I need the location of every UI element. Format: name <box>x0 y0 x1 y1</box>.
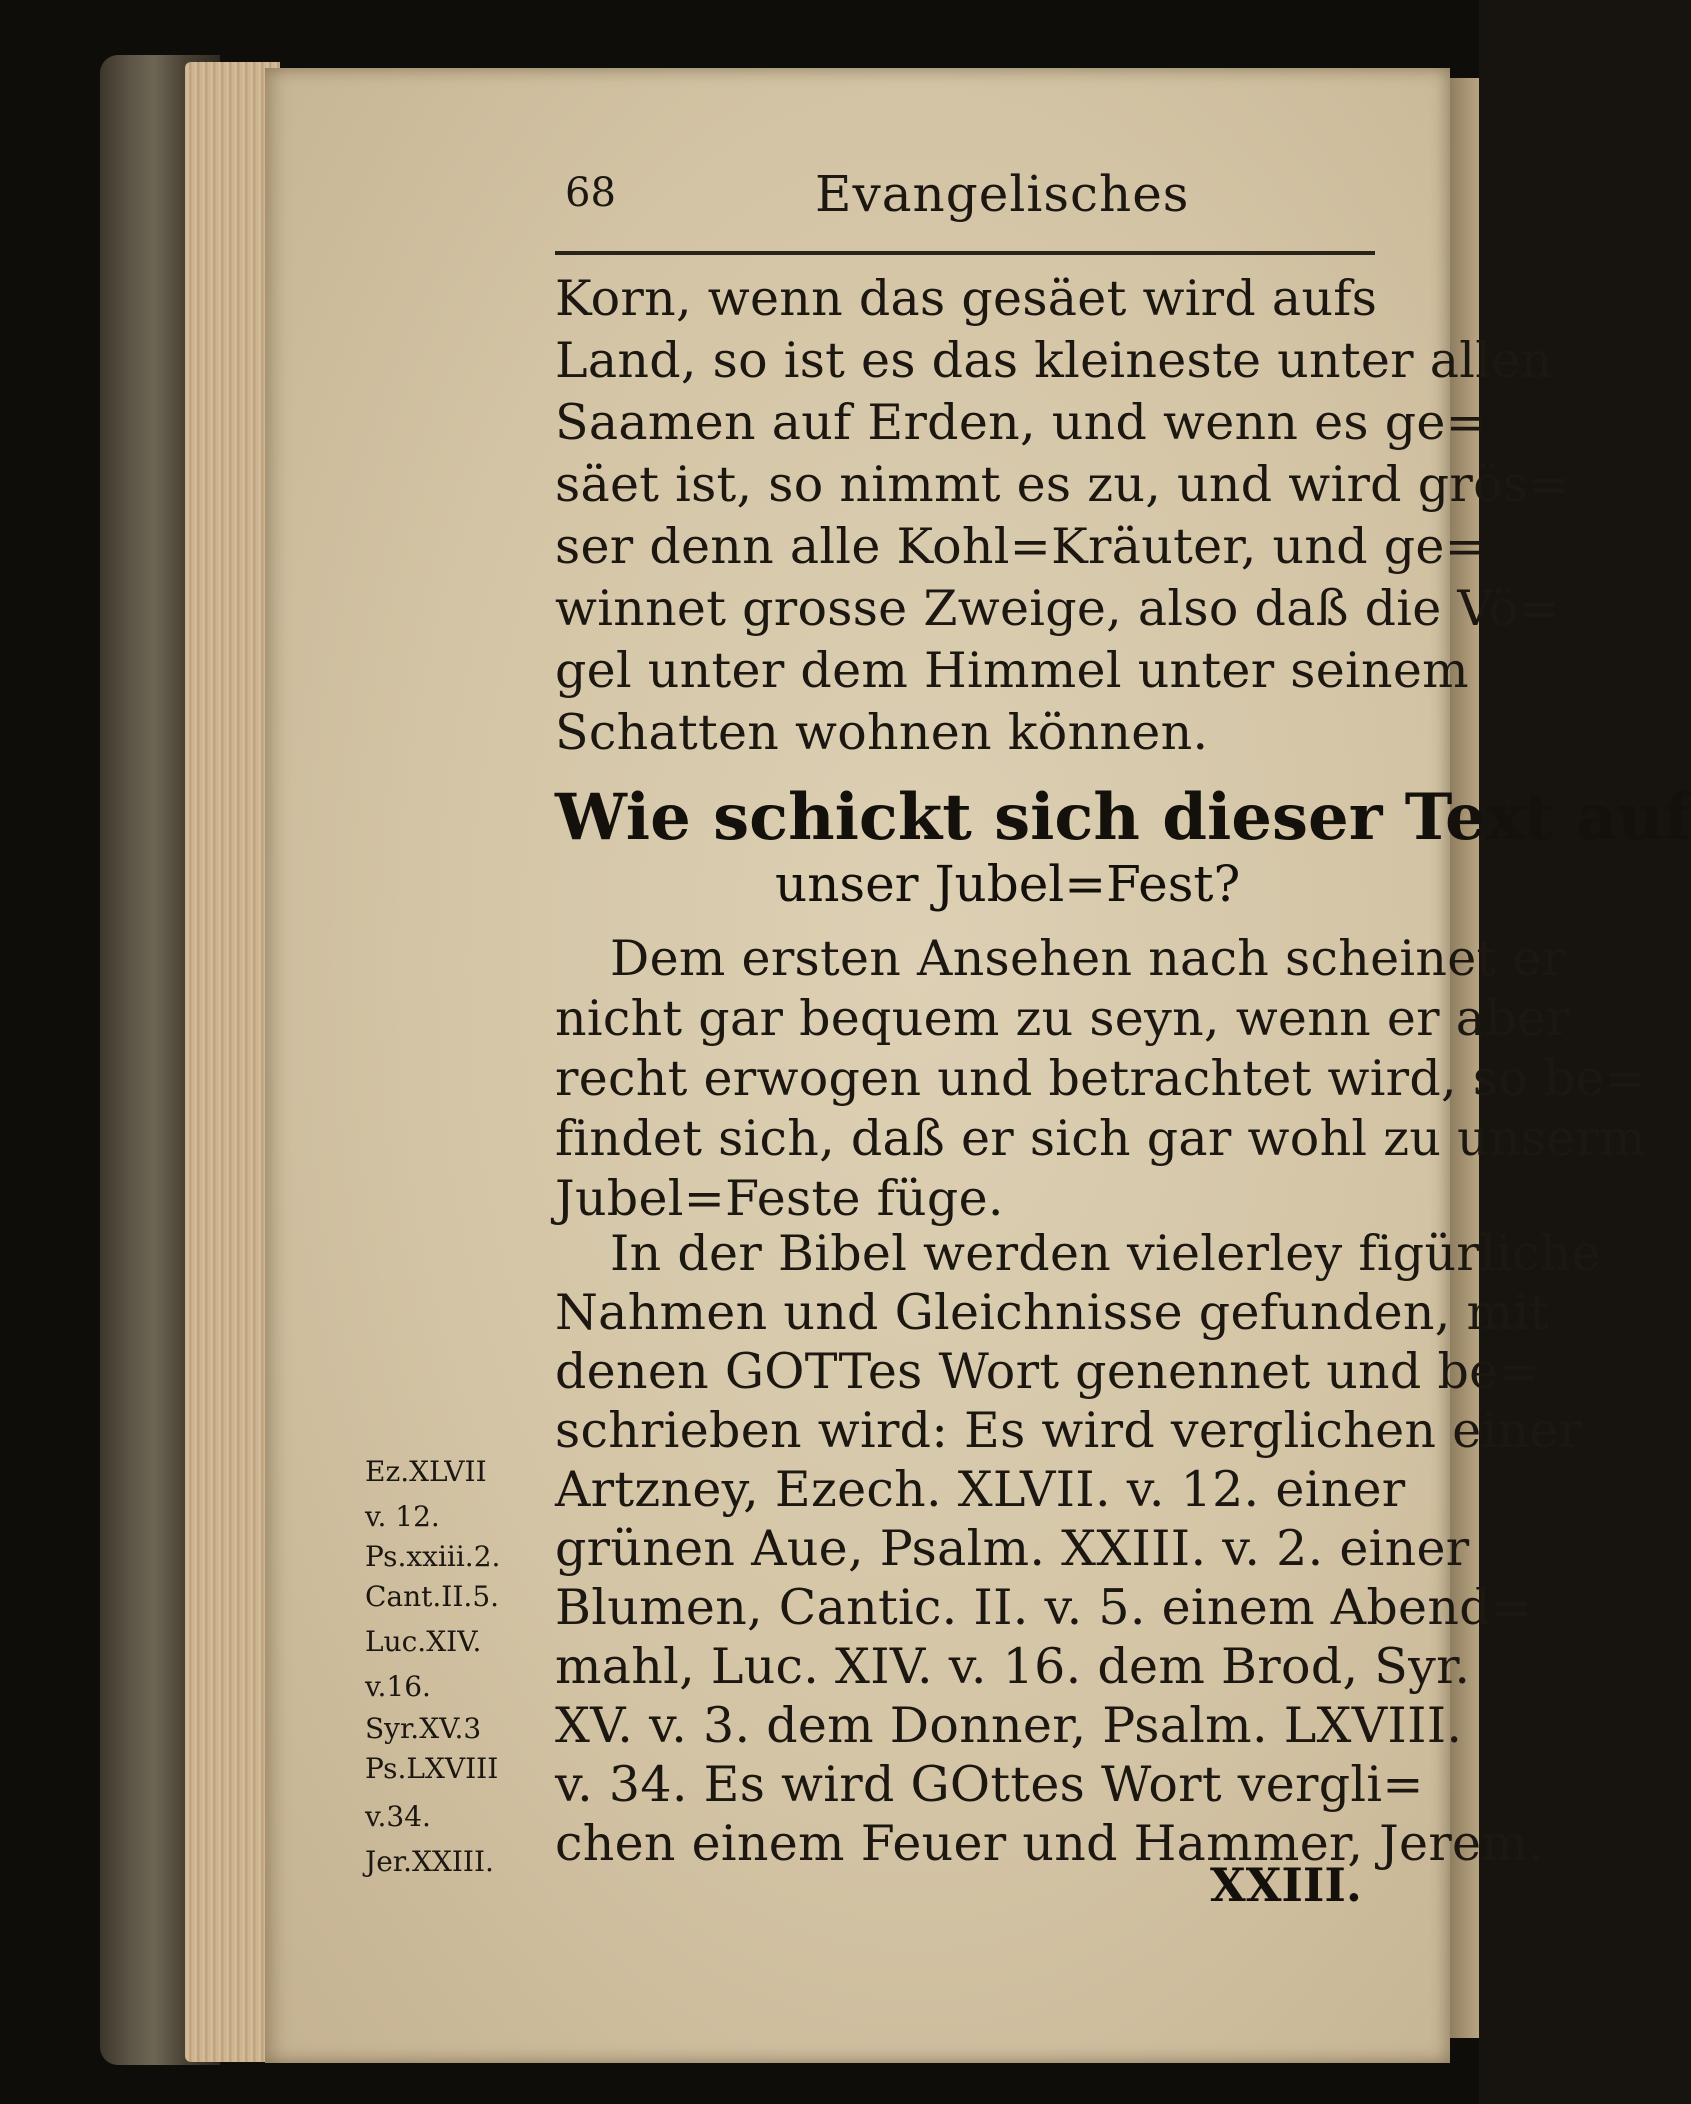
catchword: XXIII. <box>1210 1858 1362 1912</box>
text-line: Land, so ist es das kleineste unter allen <box>555 332 1553 389</box>
margin-note: Ps.xxiii.2. <box>365 1540 501 1573</box>
text-line: findet sich, daß er sich gar wohl zu unserm <box>555 1110 1647 1167</box>
text-line: Nahmen und Gleichnisse gefunden, mit <box>555 1284 1550 1341</box>
text-line: grünen Aue, Psalm. XXIII. v. 2. einer <box>555 1520 1470 1577</box>
text-line: gel unter dem Himmel unter seinem <box>555 642 1469 699</box>
section-heading: Wie schickt sich dieser Text auf <box>555 780 1691 855</box>
text-line: v. 34. Es wird GOttes Wort vergli= <box>555 1756 1424 1813</box>
header-rule <box>555 251 1375 255</box>
text-line: ser denn alle Kohl=Kräuter, und ge= <box>555 518 1487 575</box>
margin-note: Jer.XXIII. <box>365 1845 494 1878</box>
text-line: nicht gar bequem zu seyn, wenn er aber <box>555 990 1570 1047</box>
text-line: recht erwogen und betrachtet wird, so be= <box>555 1050 1647 1107</box>
margin-note: Ez.XLVII <box>365 1455 487 1488</box>
margin-note: Ps.LXVIII <box>365 1752 499 1785</box>
margin-note: Syr.XV.3 <box>365 1712 482 1745</box>
text-line: Korn, wenn das gesäet wird aufs <box>555 270 1378 327</box>
text-line: XV. v. 3. dem Donner, Psalm. LXVIII. <box>555 1697 1463 1754</box>
section-heading-continued: unser Jubel=Fest? <box>775 855 1241 913</box>
margin-note: Luc.XIV. <box>365 1625 482 1658</box>
text-line: schrieben wird: Es wird verglichen einer <box>555 1402 1583 1459</box>
text-line: Artzney, Ezech. XLVII. v. 12. einer <box>555 1461 1406 1518</box>
text-line: Dem ersten Ansehen nach scheinet er <box>610 930 1566 987</box>
text-line: Jubel=Feste füge. <box>555 1170 1004 1227</box>
margin-note: v. 12. <box>365 1500 440 1533</box>
margin-note: Cant.II.5. <box>365 1580 500 1613</box>
text-line: winnet grosse Zweige, also daß die Vö= <box>555 580 1560 637</box>
text-line: säet ist, so nimmt es zu, und wird grös= <box>555 456 1570 513</box>
text-line: In der Bibel werden vielerley figürliche <box>610 1225 1601 1282</box>
page-number: 68 <box>565 170 616 216</box>
text-line: Blumen, Cantic. II. v. 5. einem Abend= <box>555 1579 1533 1636</box>
margin-note: v.34. <box>365 1800 431 1833</box>
text-line: chen einem Feuer und Hammer, Jerem. <box>555 1815 1544 1872</box>
text-line: Saamen auf Erden, und wenn es ge= <box>555 394 1488 451</box>
running-head: Evangelisches <box>815 165 1190 223</box>
margin-note: v.16. <box>365 1670 431 1703</box>
text-line: denen GOTTes Wort genennet und be= <box>555 1343 1540 1400</box>
text-line: Schatten wohnen können. <box>555 704 1209 761</box>
text-line: mahl, Luc. XIV. v. 16. dem Brod, Syr. <box>555 1638 1471 1695</box>
